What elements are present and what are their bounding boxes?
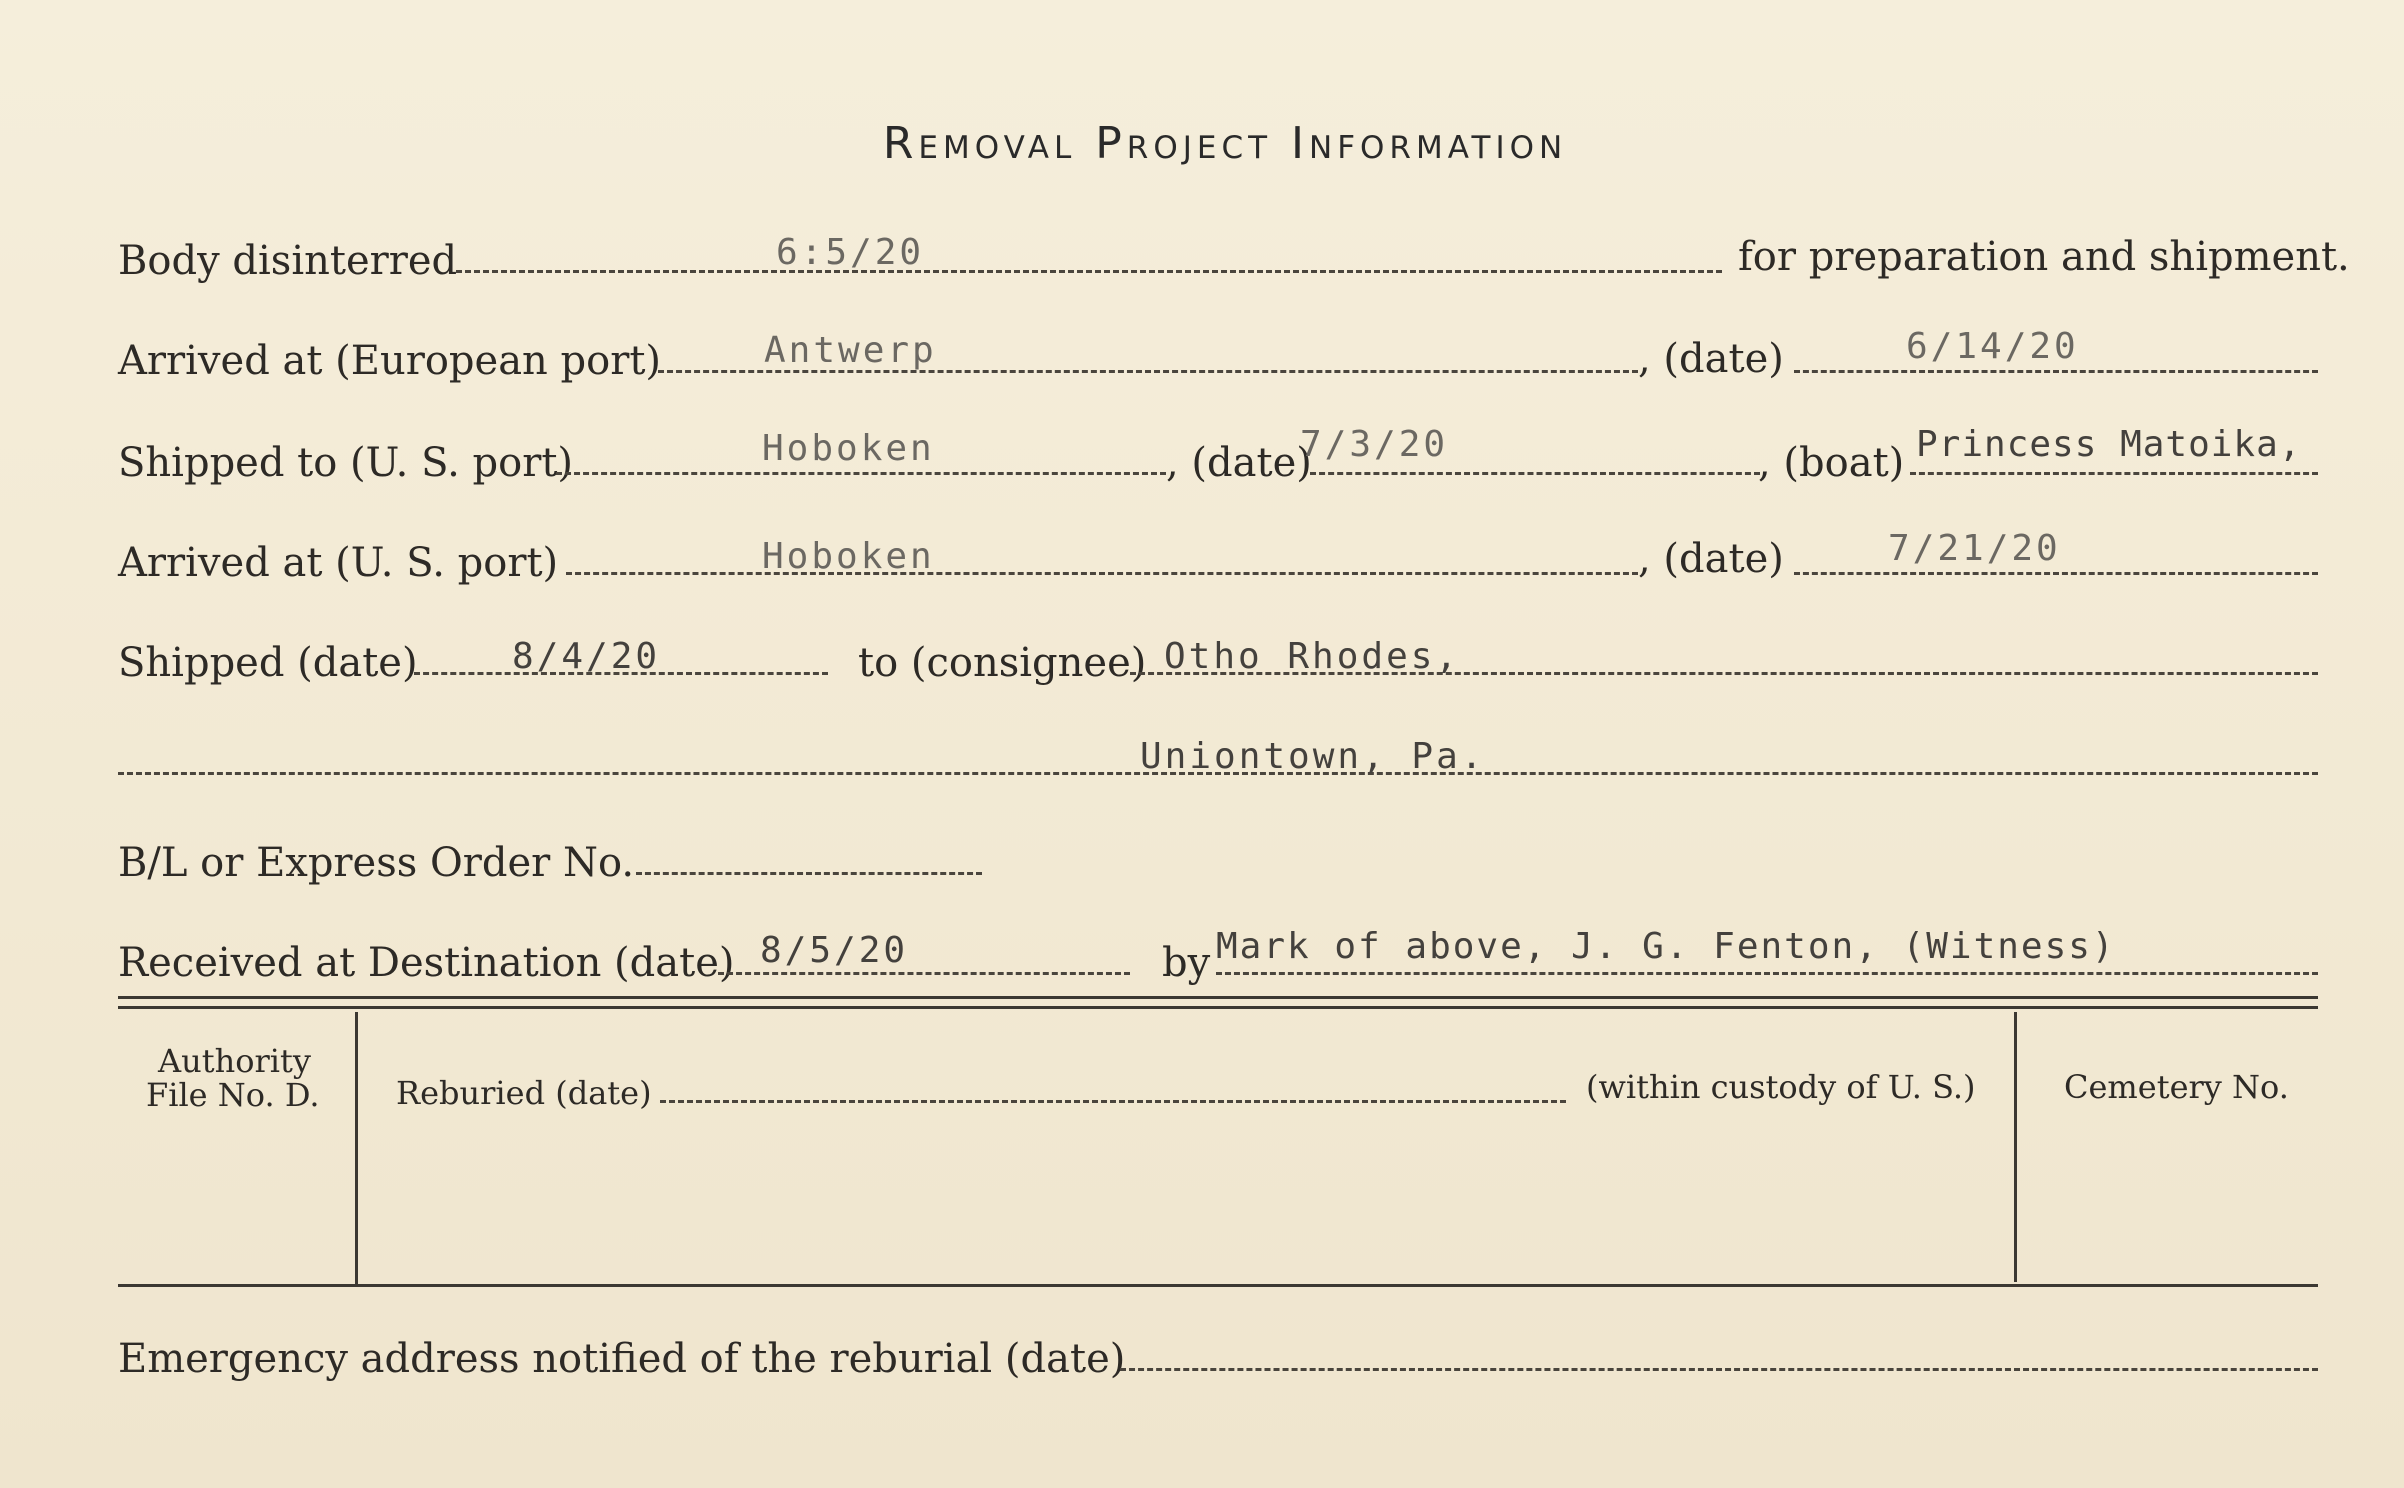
shipped-us-date-line bbox=[1310, 472, 1760, 475]
boat-label: , (boat) bbox=[1758, 440, 1905, 486]
file-no-label: File No. D. bbox=[146, 1076, 320, 1114]
address-value: Uniontown, Pa. bbox=[1140, 736, 1486, 777]
box-divider-left bbox=[355, 1012, 358, 1284]
bl-order-label: B/L or Express Order No. bbox=[118, 840, 635, 886]
disinterred-line bbox=[456, 270, 1722, 273]
reburied-label: Reburied (date) bbox=[396, 1074, 652, 1112]
european-date-line bbox=[1794, 370, 2318, 373]
arrived-us-line bbox=[566, 572, 1638, 575]
shipped-us-date-label: , (date) bbox=[1166, 440, 1312, 486]
page-title: Removal Project Information bbox=[882, 118, 1568, 169]
received-by-label: by bbox=[1162, 940, 1211, 986]
reburied-line bbox=[660, 1100, 1566, 1103]
shipped-us-date-value: 7/3/20 bbox=[1300, 424, 1449, 465]
received-value: 8/5/20 bbox=[760, 930, 909, 971]
consignee-label: to (consignee) bbox=[858, 640, 1147, 686]
shipped-us-value: Hoboken bbox=[762, 428, 935, 469]
authority-label: Authority bbox=[158, 1042, 311, 1080]
boat-line bbox=[1910, 472, 2318, 475]
shipped-date-value: 8/4/20 bbox=[512, 636, 661, 677]
arrived-us-label: Arrived at (U. S. port) bbox=[118, 540, 559, 586]
shipped-us-label: Shipped to (U. S. port) bbox=[118, 440, 573, 486]
disinterred-suffix: for preparation and shipment. bbox=[1738, 234, 2350, 280]
shipped-date-label: Shipped (date) bbox=[118, 640, 418, 686]
received-by-value: Mark of above, J. G. Fenton, (Witness) bbox=[1216, 926, 2116, 967]
received-by-line bbox=[1216, 972, 2318, 975]
box-divider-right bbox=[2014, 1012, 2017, 1282]
emergency-line bbox=[1120, 1368, 2318, 1371]
arrived-us-date-value: 7/21/20 bbox=[1888, 528, 2061, 569]
shipped-us-line bbox=[556, 472, 1166, 475]
boat-value: Princess Matoika, bbox=[1916, 424, 2302, 465]
received-line bbox=[718, 972, 1130, 975]
arrived-us-date-label: , (date) bbox=[1638, 536, 1784, 582]
european-date-label: , (date) bbox=[1638, 336, 1784, 382]
consignee-value: Otho Rhodes, bbox=[1164, 636, 1461, 677]
arrived-us-date-line bbox=[1794, 572, 2318, 575]
arrived-us-value: Hoboken bbox=[762, 536, 935, 577]
european-port-value: Antwerp bbox=[764, 330, 937, 371]
double-rule-top bbox=[118, 996, 2318, 999]
disinterred-label: Body disinterred bbox=[118, 238, 458, 284]
double-rule-bottom bbox=[118, 1006, 2318, 1009]
cemetery-label: Cemetery No. bbox=[2064, 1068, 2289, 1106]
european-date-value: 6/14/20 bbox=[1906, 326, 2079, 367]
disinterred-value: 6:5/20 bbox=[776, 232, 925, 273]
custody-label: (within custody of U. S.) bbox=[1586, 1068, 1976, 1106]
received-label: Received at Destination (date) bbox=[118, 940, 735, 986]
european-port-label: Arrived at (European port) bbox=[118, 338, 662, 384]
bl-order-line bbox=[636, 872, 982, 875]
emergency-label: Emergency address notified of the reburial (date) bbox=[118, 1336, 1126, 1382]
box-bottom-rule bbox=[118, 1284, 2318, 1287]
